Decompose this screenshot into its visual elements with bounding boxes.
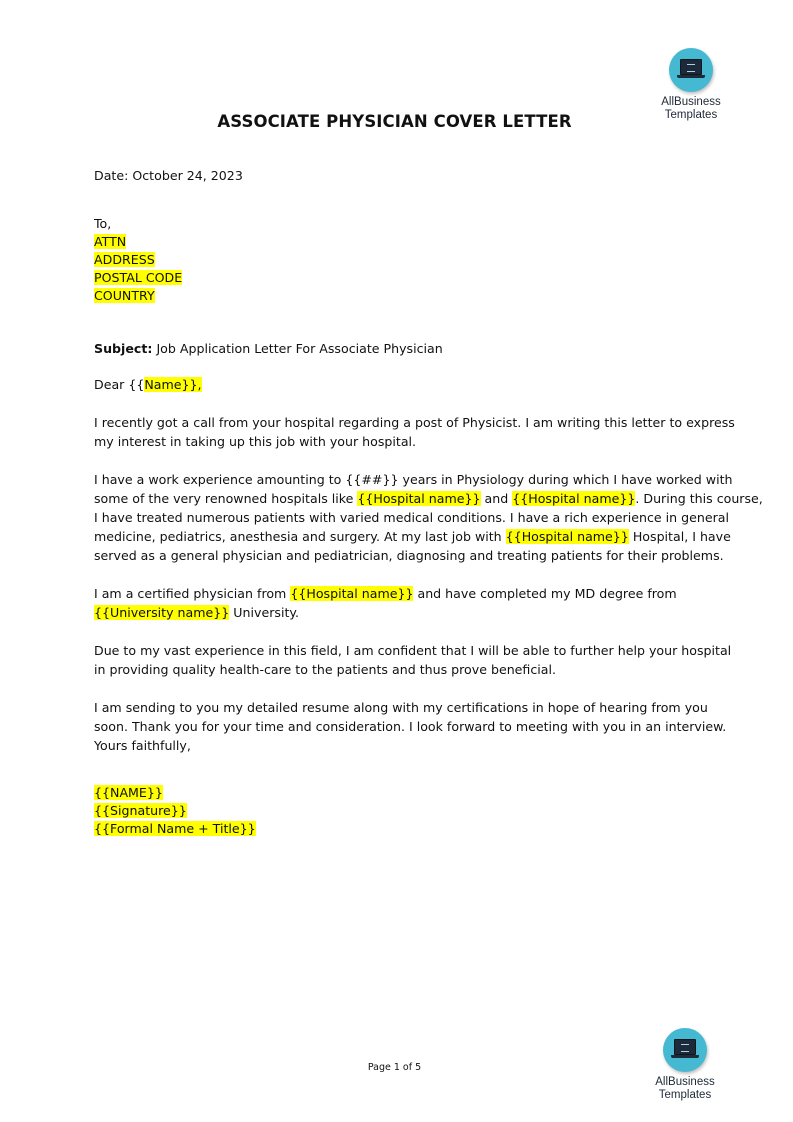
paragraph-2-line-3: I have treated numerous patients with varied medical conditions. I have a rich experience in general [94, 510, 729, 525]
paragraph-1-line-2: my interest in taking up this job with your hospital. [94, 434, 417, 449]
signature-name: {{NAME}} [94, 785, 163, 800]
paragraph-2-line-5: served as a general physician and pediatrician, diagnosing and treating patients for their problems. [94, 548, 724, 563]
document-title: ASSOCIATE PHYSICIAN COVER LETTER [217, 112, 572, 131]
date-line: Date: October 24, 2023 [94, 168, 243, 183]
recipient-attn: ATTN [94, 234, 127, 249]
logo-text: AllBusiness Templates [655, 1076, 715, 1101]
signature-formal-name-title: {{Formal Name + Title}} [94, 821, 256, 836]
allbusiness-logo-bottom [645, 1028, 725, 1102]
paragraph-2-line-1: I have a work experience amounting to {{##}} years in Physiology during which I have worked with [94, 472, 733, 487]
recipient-address: ADDRESS [94, 252, 155, 267]
recipient-postal-code: POSTAL CODE [94, 270, 183, 285]
paragraph-1-line-1: I recently got a call from your hospital regarding a post of Physicist. I am writing this letter to express [94, 415, 735, 430]
recipient-to: To, [94, 216, 112, 231]
allbusiness-logo-top [651, 48, 731, 122]
paragraph-2-line-2: some of the very renowned hospitals like {{Hospital name}} and {{Hospital name}}. During this course, [94, 491, 763, 506]
paragraph-3-line-1: I am a certified physician from {{Hospital name}} and have completed my MD degree from [94, 586, 677, 601]
paragraph-4-line-1: Due to my vast experience in this field, I am confident that I will be able to further help your hospital [94, 643, 732, 658]
recipient-country: COUNTRY [94, 288, 155, 303]
greeting: Dear {{Name}}, [94, 377, 202, 392]
closing: Yours faithfully, [94, 738, 191, 753]
signature-placeholder: {{Signature}} [94, 803, 187, 818]
logo-text: AllBusiness Templates [661, 96, 721, 121]
subject-line: Subject: Job Application Letter For Associate Physician [94, 341, 443, 356]
page-number: Page 1 of 5 [367, 1062, 422, 1073]
paragraph-5-line-1: I am sending to you my detailed resume along with my certifications in hope of hearing from you [94, 700, 708, 715]
paragraph-2-line-4: medicine, pediatrics, anesthesia and surgery. At my last job with {{Hospital name}} Hospital, I have [94, 529, 731, 544]
paragraph-5-line-2: soon. Thank you for your time and consideration. I look forward to meeting with you in an interview. [94, 719, 727, 734]
laptop-icon [663, 1028, 707, 1072]
paragraph-4-line-2: in providing quality health-care to the patients and thus prove beneficial. [94, 662, 557, 677]
laptop-icon [669, 48, 713, 92]
paragraph-3-line-2: {{University name}} University. [94, 605, 300, 620]
